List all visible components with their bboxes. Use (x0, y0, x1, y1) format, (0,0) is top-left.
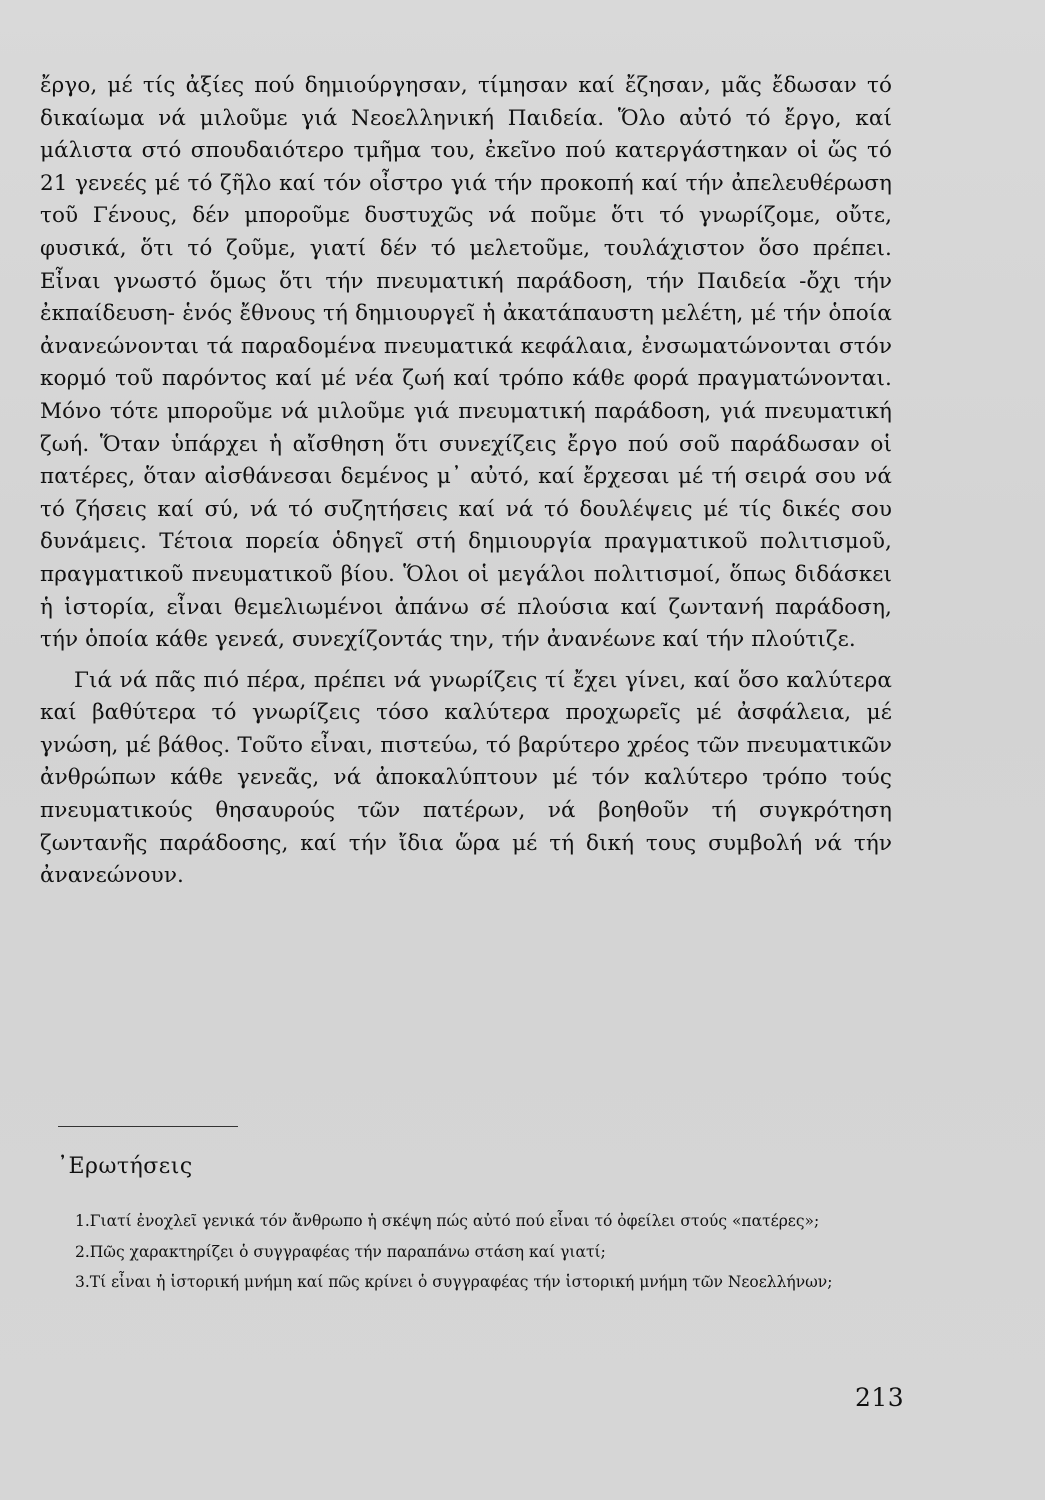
question-item: 2.Πῶς χαρακτηρίζει ὁ συγγραφέας τήν παραπάνω στάση καί γιατί; (75, 1242, 606, 1261)
page-number: 213 (855, 1383, 905, 1412)
questions-heading: ᾿Ερωτήσεις (57, 1154, 193, 1179)
questions-list (75, 1210, 905, 1302)
paragraph-2: Γιά νά πᾶς πιό πέρα, πρέπει νά γνωρίζεις τί ἔχει γίνει, καί ὅσο καλύτερα καί βαθύτερα τό γνωρίζεις τόσο καλύτερα προχωρεῖς μέ ἀσφάλεια, μέ γνώση, μέ βάθος. Τοῦτο εἶναι, πιστεύω, τό βαρύτερο χρέος τῶν πνευματικῶν ἀνθρώπων κάθε γενεᾶς, νά ἀποκαλύπτουν μέ τόν καλύτερο τρόπο τούς πνευματικούς θησαυρούς τῶν πατέρων, νά βοηθοῦν τή συγκρότηση ζωντανῆς παράδοσης, καί τήν ἴδια ὥρα μέ τή δική τους συμβολή νά τήν ἀνανεώνουν. (40, 667, 892, 889)
main-text (40, 70, 892, 893)
question-item: 3.Τί εἶναι ἡ ἱστορική μνήμη καί πῶς κρίνει ὁ συγγραφέας τήν ἱστορική μνήμη τῶν Νεοελλήνων; (75, 1273, 833, 1291)
paragraph-1: ἔργο, μέ τίς ἀξίες πού δημιούργησαν, τίμησαν καί ἔζησαν, μᾶς ἔδωσαν τό δικαίωμα νά μιλοῦμε γιά Νεοελληνική Παιδεία. Ὅλο αὐτό τό ἔργο, καί μάλιστα στό σπουδαιότερο τμῆμα του, ἐκεῖνο πού κατεργάστηκαν οἱ ὥς τό 21 γενεές μέ τό ζῆλο καί τόν οἶστρο γιά τήν προκοπή καί τήν ἀπελευθέρωση τοῦ Γένους, δέν μποροῦμε δυστυχῶς νά ποῦμε ὅτι τό γνωρίζομε, οὔτε, φυσικά, ὅτι τό ζοῦμε, γιατί δέν τό μελετοῦμε, τουλάχιστον ὅσο πρέπει. Εἶναι γνωστό ὅμως ὅτι τήν πνευματική παράδοση, τήν Παιδεία -ὄχι τήν ἐκπαίδευση- ἑνός ἔθνους τή δημιουργεῖ ἡ ἀκατάπαυστη μελέτη, μέ τήν ὁποία ἀνανεώνονται τά παραδομένα πνευματικά κεφάλαια, ἐνσωματώνονται στόν κορμό τοῦ παρόντος καί μέ νέα ζωή καί τρόπο κάθε φορά πραγματώνονται. Μόνο τότε μποροῦμε νά μιλοῦμε γιά πνευματική παράδοση, γιά πνευματική ζωή. Ὅταν ὑπάρχει ἡ αἴσθηση ὅτι συνεχίζεις ἔργο πού σοῦ παράδωσαν οἱ πατέρες, ὅταν αἰσθάνεσαι δεμένος μ᾽ αὐτό, καί ἔρχεσαι μέ τή σειρά σου νά τό ζήσεις καί σύ, νά τό συζητήσεις καί νά τό δουλέψεις μέ τίς δικές σου δυνάμεις. Τέτοια πορεία ὁδηγεῖ στή δημιουργία πραγματικοῦ πολιτισμοῦ, πραγματικοῦ πνευματικοῦ βίου. Ὅλοι οἱ μεγάλοι πολιτισμοί, ὅπως διδάσκει ἡ ἱστορία, εἶναι θεμελιωμένοι ἀπάνω σέ πλούσια καί ζωντανή παράδοση, τήν ὁποία κάθε γενεά, συνεχίζοντάς την, τήν ἀνανέωνε καί τήν πλούτιζε. (40, 73, 892, 653)
question-item: 1.Γιατί ἐνοχλεῖ γενικά τόν ἄνθρωπο ἡ σκέψη πώς αὐτό πού εἶναι τό ὀφείλει στούς «πατέρες»; (75, 1212, 820, 1230)
section-divider (58, 1126, 238, 1127)
